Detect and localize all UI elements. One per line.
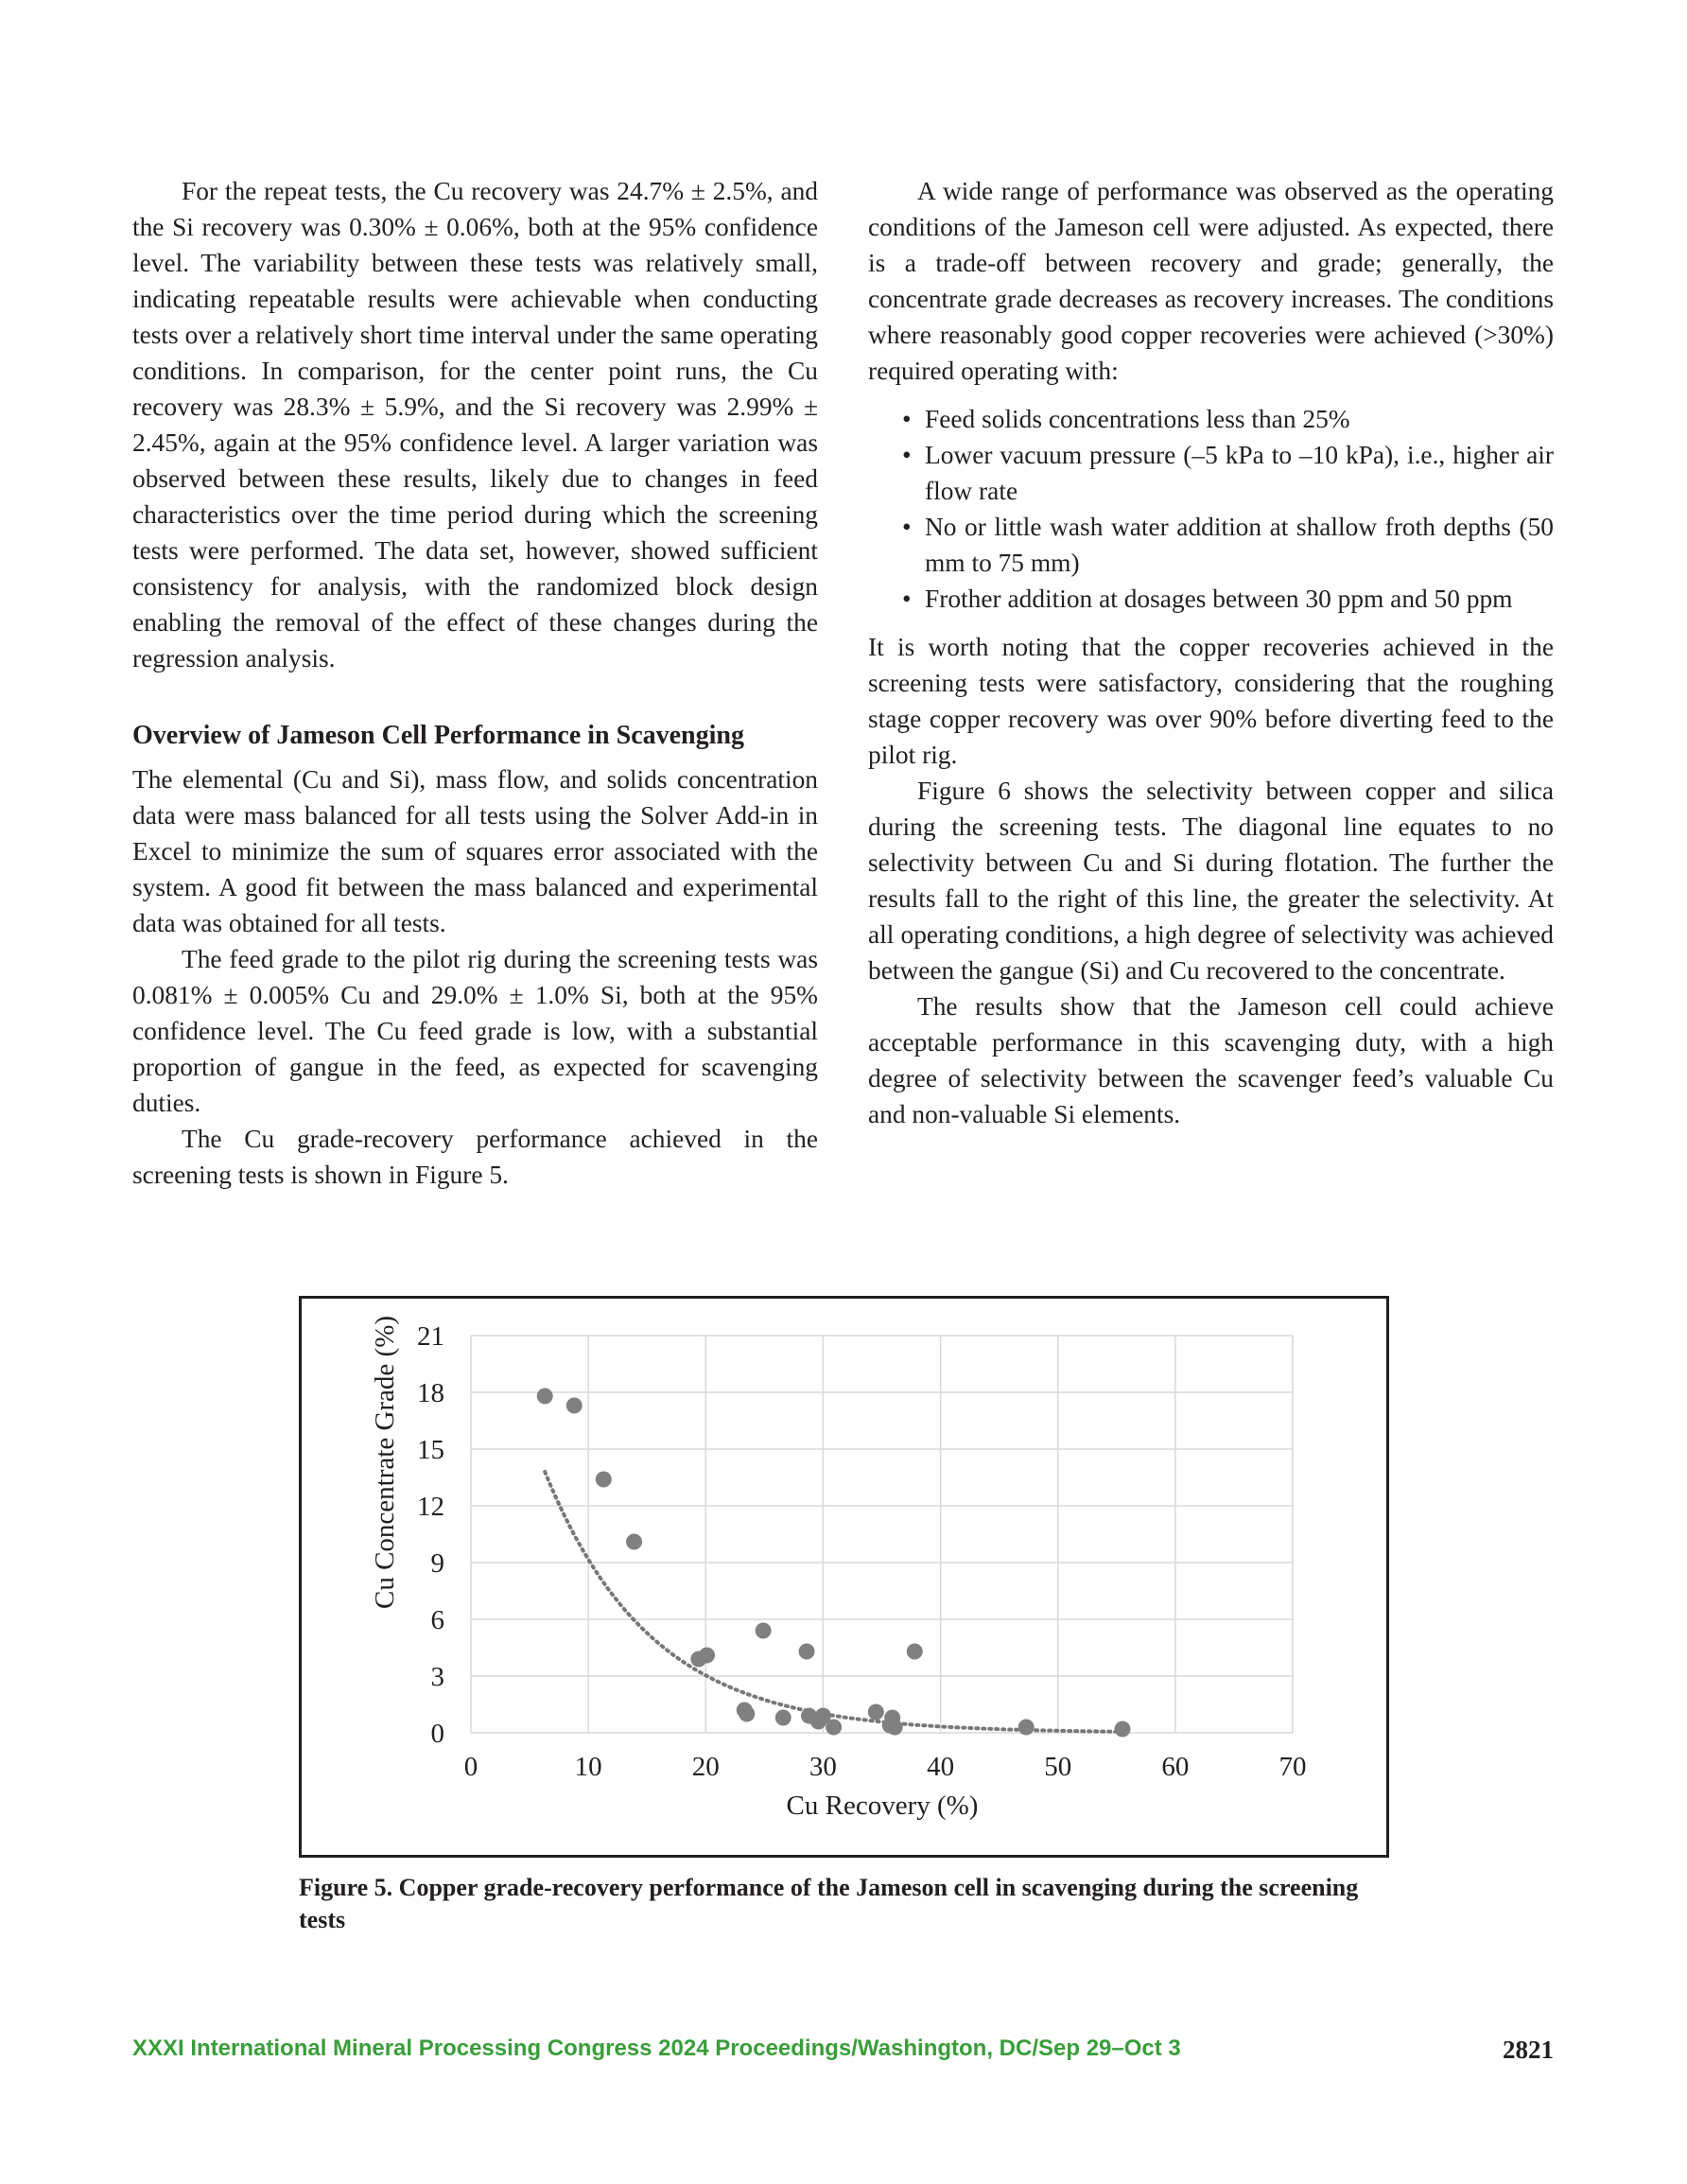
x-tick-label: 0 (463, 1752, 478, 1782)
bullet-list (868, 401, 1554, 617)
paragraph: The elemental (Cu and Si), mass flow, and solids concentration data were mass balanced for all tests using the Solver Add-in in Excel to minimize the sum of squares error associated with the system. A good fit between the mass balanced and experimental data was obtained for all tests. (132, 765, 818, 937)
x-tick-label: 70 (1278, 1752, 1307, 1782)
figure-5-chart (299, 1296, 1389, 1858)
bullet-icon: • (902, 585, 912, 613)
data-point (566, 1398, 583, 1414)
paragraph: The feed grade to the pilot rig during the screening tests was 0.081% ± 0.005% Cu and 29.0% ± 1.0% Si, both at the 95% confidence level. The Cu feed grade is low, with a substantial proportion of gangue in the feed, as expected for scavenging duties. (132, 945, 818, 1117)
scatter-chart (299, 1296, 1389, 1858)
data-point (596, 1472, 612, 1488)
bullet-icon: • (902, 513, 912, 541)
x-tick-label: 20 (691, 1752, 720, 1782)
data-point (826, 1720, 842, 1736)
y-tick-label: 0 (430, 1719, 444, 1749)
y-tick-label: 18 (417, 1378, 444, 1408)
page-footer (132, 2035, 1554, 2073)
section-heading: Overview of Jameson Cell Performance in Scavenging (132, 721, 744, 750)
x-axis-label: Cu Recovery (%) (786, 1791, 979, 1821)
list-item: • No or little wash water addition at shallow froth depths (50 mm to 75 mm) (902, 509, 1554, 581)
figure-caption: Figure 5. Copper grade-recovery performance of the Jameson cell in scavenging during the screening tests (299, 1874, 1359, 1933)
data-point (799, 1644, 815, 1660)
data-point (626, 1534, 642, 1550)
paragraph: For the repeat tests, the Cu recovery was 24.7% ± 2.5%, and the Si recovery was 0.30% ± 0.06%, both at the 95% confidence level. The variability between these tests was relatively small, indicating repeatable results were achievable when conducting tests over a relatively short time interval under the same operating conditions. In comparison, for the center point runs, the Cu recovery was 28.3% ± 5.9%, and the Si recovery was 2.99% ± 2.45%, again at the 95% confidence level. A larger variation was observed between these results, likely due to changes in feed characteristics over the time period during which the screening tests were performed. The data set, however, showed sufficient consistency for analysis, with the randomized block design enabling the removal of the effect of these changes during the regression analysis. (132, 177, 818, 673)
paragraph: It is worth noting that the copper recoveries achieved in the screening tests were satisfactory, considering that the roughing stage copper recovery was over 90% before diverting feed to the pilot rig. (868, 633, 1554, 769)
paragraph: The Cu grade-recovery performance achieved in the screening tests is shown in Figure 5. (132, 1125, 818, 1189)
data-point (1114, 1721, 1130, 1738)
data-point (699, 1648, 715, 1664)
y-tick-label: 15 (417, 1435, 444, 1465)
data-point (537, 1389, 553, 1405)
data-point (756, 1623, 772, 1639)
data-point (868, 1704, 884, 1721)
bullet-icon: • (902, 441, 912, 469)
x-tick-label: 40 (927, 1752, 955, 1782)
footer-text: XXXI International Mineral Processing Congress 2024 Proceedings/Washington, DC/Sep 29–Oct 3 (132, 2035, 1181, 2061)
data-point (775, 1710, 791, 1726)
y-tick-label: 6 (430, 1605, 444, 1635)
data-point (739, 1706, 755, 1722)
list-item: • Frother addition at dosages between 30 ppm and 50 ppm (902, 581, 1554, 617)
y-tick-label: 3 (430, 1662, 444, 1692)
list-item: • Feed solids concentrations less than 25% (902, 401, 1554, 437)
data-point (887, 1720, 903, 1736)
page-number: 2821 (1503, 2035, 1554, 2064)
left-column (132, 173, 818, 1193)
y-axis-label: Cu Concentrate Grade (%) (370, 1315, 400, 1610)
y-tick-label: 9 (430, 1548, 444, 1579)
paragraph: Figure 6 shows the selectivity between copper and silica during the screening tests. The diagonal line equates to no selectivity between Cu and Si during flotation. The further the results fall to the right of this line, the greater the selectivity. At all operating conditions, a high degree of selectivity was achieved between the gangue (Si) and Cu recovered to the concentrate. (868, 777, 1554, 985)
list-item: • Lower vacuum pressure (–5 kPa to –10 kPa), i.e., higher air flow rate (902, 437, 1554, 509)
data-point (1018, 1720, 1035, 1736)
right-column (868, 173, 1554, 1132)
data-point (907, 1644, 923, 1660)
x-tick-label: 30 (809, 1752, 837, 1782)
x-tick-label: 50 (1044, 1752, 1072, 1782)
paragraph: A wide range of performance was observed as the operating conditions of the Jameson cell were adjusted. As expected, there is a trade-off between recovery and grade; generally, the concentrate grade decreases as recovery increases. The conditions where reasonably good copper recoveries were achieved (>30%) required operating with: (868, 177, 1554, 385)
y-tick-label: 21 (417, 1321, 444, 1352)
paragraph: The results show that the Jameson cell could achieve acceptable performance in this scavenging duty, with a high degree of selectivity between the scavenger feed’s valuable Cu and non-valuable Si elements. (868, 992, 1554, 1128)
y-tick-label: 12 (417, 1492, 444, 1522)
x-tick-label: 10 (574, 1752, 602, 1782)
x-tick-label: 60 (1161, 1752, 1190, 1782)
bullet-icon: • (902, 405, 912, 433)
